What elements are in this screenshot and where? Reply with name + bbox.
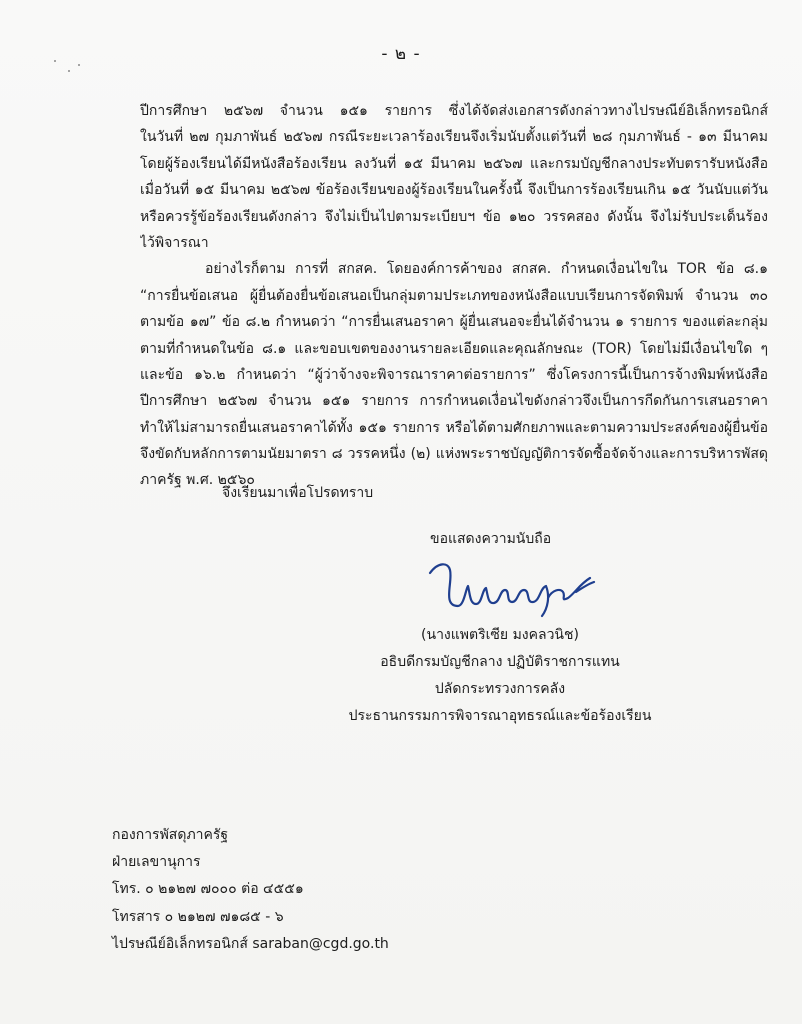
paragraph-1-line: เมื่อวันที่ ๑๕ มีนาคม ๒๕๖๗ ข้อร้องเรียนของผู้ร้องเรียนในครั้งนี้ จึงเป็นการร้องเรียนเกิน ๑๕ วันนับแต่วัน [140, 182, 768, 199]
respect-line: ขอแสดงความนับถือ [430, 531, 552, 547]
signer-name: (นางแพตริเซีย มงคลวนิช) [421, 627, 579, 643]
paragraph-2-line: ตามข้อ ๑๗” ข้อ ๘.๒ กำหนดว่า “การยื่นเสนอราคา ผู้ยื่นเสนอจะยื่นได้จำนวน ๑ รายการ ของแต่ละกลุ่ม [140, 314, 768, 331]
handwritten-signature [400, 548, 620, 628]
paragraph-2-line: และข้อ ๑๖.๒ กำหนดว่า “ผู้ว่าจ้างจะพิจารณาราคาต่อรายการ” ซึ่งโครงการนี้เป็นการจ้างพิมพ์หนังสือ [140, 366, 768, 383]
signer-title: ประธานกรรมการพิจารณาอุทธรณ์และข้อร้องเรียน [348, 708, 652, 724]
fax-number: โทรสาร ๐ ๒๑๒๗ ๗๑๘๕ - ๖ [112, 908, 284, 925]
paragraph-1-line: โดยผู้ร้องเรียนได้มีหนังสือร้องเรียน ลงวันที่ ๑๕ มีนาคม ๒๕๖๗ และกรมบัญชีกลางประทับตรารับหนังสือ [140, 155, 768, 172]
closing-line: จึงเรียนมาเพื่อโปรดทราบ [222, 485, 374, 501]
paragraph-2-line: ปีการศึกษา ๒๕๖๗ จำนวน ๑๕๑ รายการ การกำหนดเงื่อนไขดังกล่าวจึงเป็นการกีดกันการเสนอราคา [140, 393, 768, 410]
paragraph-2-line: อย่างไรก็ตาม การที่ สกสค. โดยองค์การค้าของ สกสค. กำหนดเงื่อนไขใน TOR ข้อ ๘.๑ [205, 261, 768, 278]
paragraph-2-line: ภาครัฐ พ.ศ. ๒๕๖๐ [140, 472, 255, 489]
paragraph-2-line: จึงขัดกับหลักการตามนัยมาตรา ๘ วรรคหนึ่ง (๒) แห่งพระราชบัญญัติการจัดซื้อจัดจ้างและการบริหารพัสดุ [140, 446, 768, 463]
paragraph-2-line: ทำให้ไม่สามารถยื่นเสนอราคาได้ทั้ง ๑๕๑ รายการ หรือได้ตามศักยภาพและตามความประสงค์ของผู้ยื่นข้อ [140, 419, 768, 436]
paragraph-2-line: ตามที่กำหนดในข้อ ๘.๑ และขอบเขตของงานรายละเอียดและคุณลักษณะ (TOR) โดยไม่มีเงื่อนไขใด ๆ [140, 340, 768, 357]
section-name: ฝ่ายเลขานุการ [112, 854, 201, 871]
email-address: ไปรษณีย์อิเล็กทรอนิกส์ saraban@cgd.go.th [112, 935, 389, 952]
contact-block [112, 822, 389, 958]
paragraph-1-line: ในวันที่ ๒๗ กุมภาพันธ์ ๒๕๖๗ กรณีระยะเวลาร้องเรียนจึงเริ่มนับตั้งแต่วันที่ ๒๘ กุมภาพันธ์ - ๑๓ มีนาคม [140, 129, 768, 146]
phone-number: โทร. ๐ ๒๑๒๗ ๗๐๐๐ ต่อ ๔๕๕๑ [112, 881, 304, 898]
signer-title: ปลัดกระทรวงการคลัง [434, 681, 566, 697]
paragraph-1-line: หรือควรรู้ข้อร้องเรียนดังกล่าว จึงไม่เป็นไปตามระเบียบฯ ข้อ ๑๒๐ วรรคสอง ดังนั้น จึงไม่รับประเด็นร้อง [140, 208, 768, 225]
signer-title: อธิบดีกรมบัญชีกลาง ปฏิบัติราชการแทน [380, 654, 620, 670]
paragraph-1-line: ไว้พิจารณา [140, 234, 209, 251]
letter-body [140, 98, 768, 494]
paragraph-1-line: ปีการศึกษา ๒๕๖๗ จำนวน ๑๕๑ รายการ ซึ่งได้จัดส่งเอกสารดังกล่าวทางไปรษณีย์อิเล็กทรอนิกส์ [140, 103, 768, 119]
page-number: - ๒ - [381, 44, 421, 64]
paragraph-2-line: “การยื่นข้อเสนอ ผู้ยื่นต้องยื่นข้อเสนอเป็นกลุ่มตามประเภทของหนังสือแบบเรียนการจัดพิมพ์ จำนวน ๓๐ [140, 287, 768, 304]
signer-block [290, 622, 710, 730]
division-name: กองการพัสดุภาครัฐ [112, 827, 229, 843]
